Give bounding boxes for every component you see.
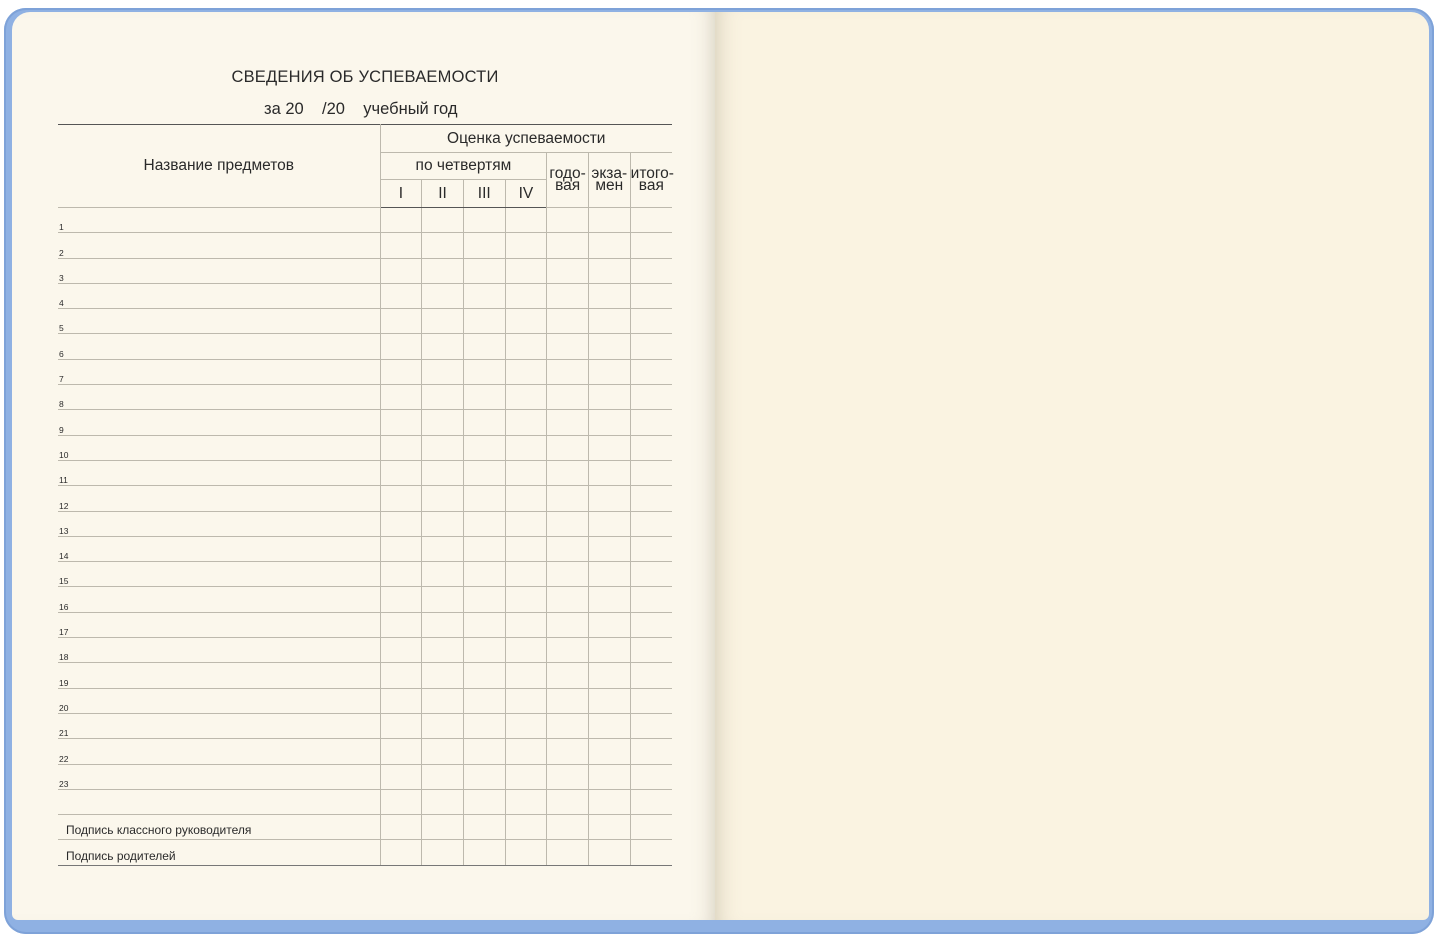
grade-cell[interactable] bbox=[463, 815, 505, 840]
grade-cell[interactable] bbox=[505, 385, 547, 410]
grade-cell[interactable] bbox=[463, 562, 505, 587]
grade-cell[interactable] bbox=[380, 536, 422, 561]
table-row bbox=[58, 840, 672, 865]
table-row bbox=[58, 359, 672, 384]
grade-cell[interactable] bbox=[547, 713, 589, 738]
grade-cell[interactable] bbox=[588, 789, 630, 814]
grade-cell[interactable] bbox=[630, 511, 672, 536]
grade-cell[interactable] bbox=[630, 359, 672, 384]
grade-cell[interactable] bbox=[505, 638, 547, 663]
grade-cell[interactable] bbox=[463, 612, 505, 637]
row-number: 22 bbox=[59, 753, 69, 764]
subject-cell[interactable] bbox=[58, 562, 380, 587]
grade-cell[interactable] bbox=[505, 713, 547, 738]
row-number: 23 bbox=[59, 778, 69, 789]
grade-cell[interactable] bbox=[422, 815, 464, 840]
grade-cell[interactable] bbox=[505, 688, 547, 713]
signature-label: Подпись родителей bbox=[66, 848, 176, 863]
grade-cell[interactable] bbox=[463, 334, 505, 359]
grade-cell[interactable] bbox=[547, 536, 589, 561]
grade-cell[interactable] bbox=[630, 739, 672, 764]
grade-cell[interactable] bbox=[380, 359, 422, 384]
grade-cell[interactable] bbox=[422, 208, 464, 233]
grade-cell[interactable] bbox=[547, 688, 589, 713]
grade-cell[interactable] bbox=[547, 663, 589, 688]
annual-grade-header: годо- вая bbox=[547, 153, 589, 208]
subject-cell[interactable] bbox=[58, 233, 380, 258]
grade-cell[interactable] bbox=[380, 334, 422, 359]
table-row bbox=[58, 233, 672, 258]
row-number: 11 bbox=[59, 475, 68, 486]
grade-cell[interactable] bbox=[588, 385, 630, 410]
grade-cell[interactable] bbox=[505, 283, 547, 308]
table-row bbox=[58, 435, 672, 460]
right-page-blank bbox=[715, 12, 1429, 920]
grade-cell[interactable] bbox=[463, 536, 505, 561]
grade-cell[interactable] bbox=[505, 511, 547, 536]
grade-cell[interactable] bbox=[422, 638, 464, 663]
table-row bbox=[58, 283, 672, 308]
grade-cell[interactable] bbox=[505, 208, 547, 233]
row-number: 9 bbox=[59, 424, 64, 435]
grade-cell[interactable] bbox=[547, 511, 589, 536]
subject-cell[interactable] bbox=[58, 410, 380, 435]
grade-cell[interactable] bbox=[422, 233, 464, 258]
grades-table-body bbox=[58, 208, 672, 866]
grade-cell[interactable] bbox=[463, 688, 505, 713]
table-row bbox=[58, 739, 672, 764]
grade-cell[interactable] bbox=[380, 840, 422, 865]
grade-cell[interactable] bbox=[422, 562, 464, 587]
subject-cell[interactable] bbox=[58, 435, 380, 460]
grade-cell[interactable] bbox=[588, 536, 630, 561]
grade-cell[interactable] bbox=[505, 789, 547, 814]
grade-cell[interactable] bbox=[630, 486, 672, 511]
table-row bbox=[58, 688, 672, 713]
grade-cell[interactable] bbox=[422, 663, 464, 688]
grade-cell[interactable] bbox=[630, 789, 672, 814]
row-number: 13 bbox=[59, 525, 69, 536]
row-number: 4 bbox=[59, 298, 64, 309]
row-number: 21 bbox=[59, 728, 69, 739]
quarter-4-header: IV bbox=[505, 180, 547, 208]
grade-cell[interactable] bbox=[463, 587, 505, 612]
subject-cell[interactable] bbox=[58, 612, 380, 637]
grade-cell[interactable] bbox=[380, 587, 422, 612]
row-number: 16 bbox=[59, 601, 69, 612]
grade-cell[interactable] bbox=[547, 410, 589, 435]
subject-cell[interactable] bbox=[58, 789, 380, 814]
row-number: 8 bbox=[59, 399, 64, 410]
grade-cell[interactable] bbox=[422, 410, 464, 435]
grade-cell[interactable] bbox=[588, 713, 630, 738]
grade-cell[interactable] bbox=[380, 410, 422, 435]
grade-cell[interactable] bbox=[463, 460, 505, 485]
grade-cell[interactable] bbox=[422, 385, 464, 410]
grade-cell[interactable] bbox=[588, 460, 630, 485]
grade-cell[interactable] bbox=[463, 385, 505, 410]
table-row bbox=[58, 612, 672, 637]
subject-cell[interactable] bbox=[58, 208, 380, 233]
grade-cell[interactable] bbox=[380, 208, 422, 233]
grade-cell[interactable] bbox=[380, 435, 422, 460]
grades-group-header: Оценка успеваемости bbox=[380, 125, 672, 153]
grades-table bbox=[58, 124, 672, 866]
row-number: 7 bbox=[59, 374, 64, 385]
subject-cell[interactable] bbox=[58, 815, 380, 840]
grade-cell[interactable] bbox=[463, 258, 505, 283]
subject-cell[interactable] bbox=[58, 258, 380, 283]
grade-cell[interactable] bbox=[422, 309, 464, 334]
grade-cell[interactable] bbox=[630, 258, 672, 283]
grade-cell[interactable] bbox=[588, 410, 630, 435]
grade-cell[interactable] bbox=[630, 612, 672, 637]
row-number: 12 bbox=[59, 500, 69, 511]
grade-cell[interactable] bbox=[380, 233, 422, 258]
grade-cell[interactable] bbox=[422, 840, 464, 865]
grade-cell[interactable] bbox=[422, 713, 464, 738]
grade-cell[interactable] bbox=[588, 612, 630, 637]
grade-cell[interactable] bbox=[588, 233, 630, 258]
grade-cell[interactable] bbox=[588, 359, 630, 384]
grade-cell[interactable] bbox=[422, 739, 464, 764]
subject-cell[interactable] bbox=[58, 486, 380, 511]
subject-cell[interactable] bbox=[58, 688, 380, 713]
grade-cell[interactable] bbox=[630, 840, 672, 865]
table-row bbox=[58, 764, 672, 789]
subject-cell[interactable] bbox=[58, 638, 380, 663]
quarter-2-header: II bbox=[422, 180, 464, 208]
grade-cell[interactable] bbox=[380, 486, 422, 511]
grade-cell[interactable] bbox=[463, 764, 505, 789]
grade-cell[interactable] bbox=[380, 562, 422, 587]
grade-cell[interactable] bbox=[547, 233, 589, 258]
row-number: 1 bbox=[59, 222, 64, 233]
grade-cell[interactable] bbox=[630, 410, 672, 435]
grade-cell[interactable] bbox=[380, 460, 422, 485]
grade-cell[interactable] bbox=[630, 460, 672, 485]
grade-cell[interactable] bbox=[547, 258, 589, 283]
grade-cell[interactable] bbox=[380, 511, 422, 536]
subject-cell[interactable] bbox=[58, 334, 380, 359]
grade-cell[interactable] bbox=[422, 536, 464, 561]
grade-cell[interactable] bbox=[630, 587, 672, 612]
grade-cell[interactable] bbox=[588, 334, 630, 359]
grade-cell[interactable] bbox=[422, 587, 464, 612]
table-row bbox=[58, 562, 672, 587]
subject-cell[interactable] bbox=[58, 460, 380, 485]
grade-cell[interactable] bbox=[463, 511, 505, 536]
subject-cell[interactable] bbox=[58, 764, 380, 789]
grade-cell[interactable] bbox=[463, 739, 505, 764]
grade-cell[interactable] bbox=[588, 283, 630, 308]
grade-cell[interactable] bbox=[463, 233, 505, 258]
table-row bbox=[58, 663, 672, 688]
grade-cell[interactable] bbox=[463, 435, 505, 460]
table-row bbox=[58, 587, 672, 612]
grade-cell[interactable] bbox=[505, 840, 547, 865]
grade-cell[interactable] bbox=[588, 435, 630, 460]
grade-cell[interactable] bbox=[505, 258, 547, 283]
grade-cell[interactable] bbox=[380, 612, 422, 637]
grade-cell[interactable] bbox=[380, 815, 422, 840]
grade-cell[interactable] bbox=[380, 764, 422, 789]
grade-cell[interactable] bbox=[422, 486, 464, 511]
grade-cell[interactable] bbox=[463, 359, 505, 384]
subject-cell[interactable] bbox=[58, 739, 380, 764]
grade-cell[interactable] bbox=[380, 739, 422, 764]
table-row bbox=[58, 511, 672, 536]
grade-cell[interactable] bbox=[547, 764, 589, 789]
grade-cell[interactable] bbox=[547, 334, 589, 359]
row-number: 3 bbox=[59, 272, 64, 283]
grade-cell[interactable] bbox=[463, 789, 505, 814]
grade-cell[interactable] bbox=[463, 663, 505, 688]
grade-cell[interactable] bbox=[505, 562, 547, 587]
grade-cell[interactable] bbox=[422, 612, 464, 637]
table-row bbox=[58, 815, 672, 840]
grade-cell[interactable] bbox=[380, 638, 422, 663]
grade-cell[interactable] bbox=[588, 739, 630, 764]
grade-cell[interactable] bbox=[630, 385, 672, 410]
grade-cell[interactable] bbox=[547, 840, 589, 865]
table-row bbox=[58, 713, 672, 738]
table-row bbox=[58, 334, 672, 359]
grade-cell[interactable] bbox=[505, 815, 547, 840]
quarter-3-header: III bbox=[463, 180, 505, 208]
grade-cell[interactable] bbox=[505, 739, 547, 764]
grade-cell[interactable] bbox=[547, 587, 589, 612]
grade-cell[interactable] bbox=[505, 233, 547, 258]
grade-cell[interactable] bbox=[505, 435, 547, 460]
subject-cell[interactable] bbox=[58, 359, 380, 384]
grade-cell[interactable] bbox=[588, 486, 630, 511]
row-number: 10 bbox=[59, 449, 69, 460]
final-grade-header: итого- вая bbox=[630, 153, 672, 208]
subject-cell[interactable] bbox=[58, 385, 380, 410]
grade-cell[interactable] bbox=[380, 283, 422, 308]
grade-cell[interactable] bbox=[630, 663, 672, 688]
grade-cell[interactable] bbox=[380, 385, 422, 410]
school-year-line: за 20 /20 учебный год bbox=[264, 100, 458, 118]
grade-cell[interactable] bbox=[422, 789, 464, 814]
table-row bbox=[58, 638, 672, 663]
grade-cell[interactable] bbox=[463, 208, 505, 233]
grade-cell[interactable] bbox=[547, 283, 589, 308]
table-row bbox=[58, 460, 672, 485]
grade-cell[interactable] bbox=[422, 283, 464, 308]
grade-cell[interactable] bbox=[463, 486, 505, 511]
grade-cell[interactable] bbox=[630, 815, 672, 840]
grade-cell[interactable] bbox=[630, 309, 672, 334]
grade-cell[interactable] bbox=[422, 359, 464, 384]
subject-cell[interactable] bbox=[58, 309, 380, 334]
grade-cell[interactable] bbox=[547, 739, 589, 764]
grade-cell[interactable] bbox=[505, 460, 547, 485]
grade-cell[interactable] bbox=[630, 536, 672, 561]
grade-cell[interactable] bbox=[505, 334, 547, 359]
grade-cell[interactable] bbox=[630, 334, 672, 359]
quarters-group-header: по четвертям bbox=[380, 153, 547, 180]
grade-cell[interactable] bbox=[630, 764, 672, 789]
grade-cell[interactable] bbox=[547, 486, 589, 511]
row-number: 6 bbox=[59, 348, 64, 359]
grade-cell[interactable] bbox=[463, 309, 505, 334]
table-row bbox=[58, 385, 672, 410]
grade-cell[interactable] bbox=[588, 688, 630, 713]
grade-cell[interactable] bbox=[630, 638, 672, 663]
grade-cell[interactable] bbox=[588, 587, 630, 612]
grade-cell[interactable] bbox=[630, 208, 672, 233]
grade-cell[interactable] bbox=[463, 713, 505, 738]
grade-cell[interactable] bbox=[505, 764, 547, 789]
signature-label: Подпись классного руководителя bbox=[66, 823, 252, 838]
grade-cell[interactable] bbox=[630, 713, 672, 738]
table-row bbox=[58, 258, 672, 283]
left-page bbox=[12, 12, 715, 920]
grade-cell[interactable] bbox=[505, 536, 547, 561]
grade-cell[interactable] bbox=[630, 233, 672, 258]
grade-cell[interactable] bbox=[422, 334, 464, 359]
grade-cell[interactable] bbox=[505, 612, 547, 637]
table-row bbox=[58, 789, 672, 814]
page-title: СВЕДЕНИЯ ОБ УСПЕВАЕМОСТИ bbox=[231, 68, 499, 86]
grade-cell[interactable] bbox=[588, 840, 630, 865]
grade-cell[interactable] bbox=[380, 309, 422, 334]
table-row bbox=[58, 208, 672, 233]
grade-cell[interactable] bbox=[505, 486, 547, 511]
grade-cell[interactable] bbox=[505, 587, 547, 612]
table-row bbox=[58, 309, 672, 334]
grade-cell[interactable] bbox=[463, 840, 505, 865]
row-number: 2 bbox=[59, 247, 64, 258]
grade-cell[interactable] bbox=[588, 638, 630, 663]
grade-cell[interactable] bbox=[547, 309, 589, 334]
quarter-1-header: I bbox=[380, 180, 422, 208]
grade-cell[interactable] bbox=[505, 309, 547, 334]
grade-cell[interactable] bbox=[630, 283, 672, 308]
grade-cell[interactable] bbox=[422, 435, 464, 460]
grade-cell[interactable] bbox=[463, 283, 505, 308]
grade-cell[interactable] bbox=[547, 435, 589, 460]
row-number: 20 bbox=[59, 702, 69, 713]
grade-cell[interactable] bbox=[547, 562, 589, 587]
grade-cell[interactable] bbox=[463, 638, 505, 663]
row-number: 5 bbox=[59, 323, 64, 334]
grade-cell[interactable] bbox=[588, 511, 630, 536]
grade-cell[interactable] bbox=[588, 815, 630, 840]
grade-cell[interactable] bbox=[380, 258, 422, 283]
grade-cell[interactable] bbox=[630, 435, 672, 460]
row-number: 15 bbox=[59, 576, 69, 587]
grade-cell[interactable] bbox=[422, 511, 464, 536]
grade-cell[interactable] bbox=[547, 612, 589, 637]
grade-cell[interactable] bbox=[547, 789, 589, 814]
subject-cell[interactable] bbox=[58, 663, 380, 688]
subject-cell[interactable] bbox=[58, 840, 380, 865]
subject-column-header: Название предметов bbox=[58, 125, 380, 208]
grade-cell[interactable] bbox=[422, 258, 464, 283]
grade-cell[interactable] bbox=[547, 359, 589, 384]
row-number: 17 bbox=[59, 627, 69, 638]
grade-cell[interactable] bbox=[380, 713, 422, 738]
grade-cell[interactable] bbox=[588, 309, 630, 334]
grade-cell[interactable] bbox=[505, 410, 547, 435]
subject-cell[interactable] bbox=[58, 713, 380, 738]
grade-cell[interactable] bbox=[588, 663, 630, 688]
grade-cell[interactable] bbox=[547, 208, 589, 233]
grade-cell[interactable] bbox=[630, 562, 672, 587]
grade-cell[interactable] bbox=[547, 638, 589, 663]
grade-cell[interactable] bbox=[630, 688, 672, 713]
row-number: 14 bbox=[59, 551, 69, 562]
grade-cell[interactable] bbox=[588, 208, 630, 233]
table-row bbox=[58, 486, 672, 511]
grade-cell[interactable] bbox=[422, 460, 464, 485]
grade-cell[interactable] bbox=[422, 688, 464, 713]
row-number: 18 bbox=[59, 652, 69, 663]
grade-cell[interactable] bbox=[463, 410, 505, 435]
grade-cell[interactable] bbox=[422, 764, 464, 789]
grade-cell[interactable] bbox=[588, 258, 630, 283]
subject-cell[interactable] bbox=[58, 511, 380, 536]
grade-cell[interactable] bbox=[547, 385, 589, 410]
table-row bbox=[58, 410, 672, 435]
grade-cell[interactable] bbox=[380, 688, 422, 713]
grade-cell[interactable] bbox=[505, 359, 547, 384]
grade-cell[interactable] bbox=[547, 815, 589, 840]
grade-cell[interactable] bbox=[505, 663, 547, 688]
row-number: 19 bbox=[59, 677, 69, 688]
exam-grade-header: экза- мен bbox=[588, 153, 630, 208]
grade-cell[interactable] bbox=[588, 764, 630, 789]
grade-cell[interactable] bbox=[547, 460, 589, 485]
subject-cell[interactable] bbox=[58, 587, 380, 612]
subject-cell[interactable] bbox=[58, 283, 380, 308]
table-row bbox=[58, 536, 672, 561]
subject-cell[interactable] bbox=[58, 536, 380, 561]
grade-cell[interactable] bbox=[588, 562, 630, 587]
grade-cell[interactable] bbox=[380, 663, 422, 688]
grade-cell[interactable] bbox=[380, 789, 422, 814]
